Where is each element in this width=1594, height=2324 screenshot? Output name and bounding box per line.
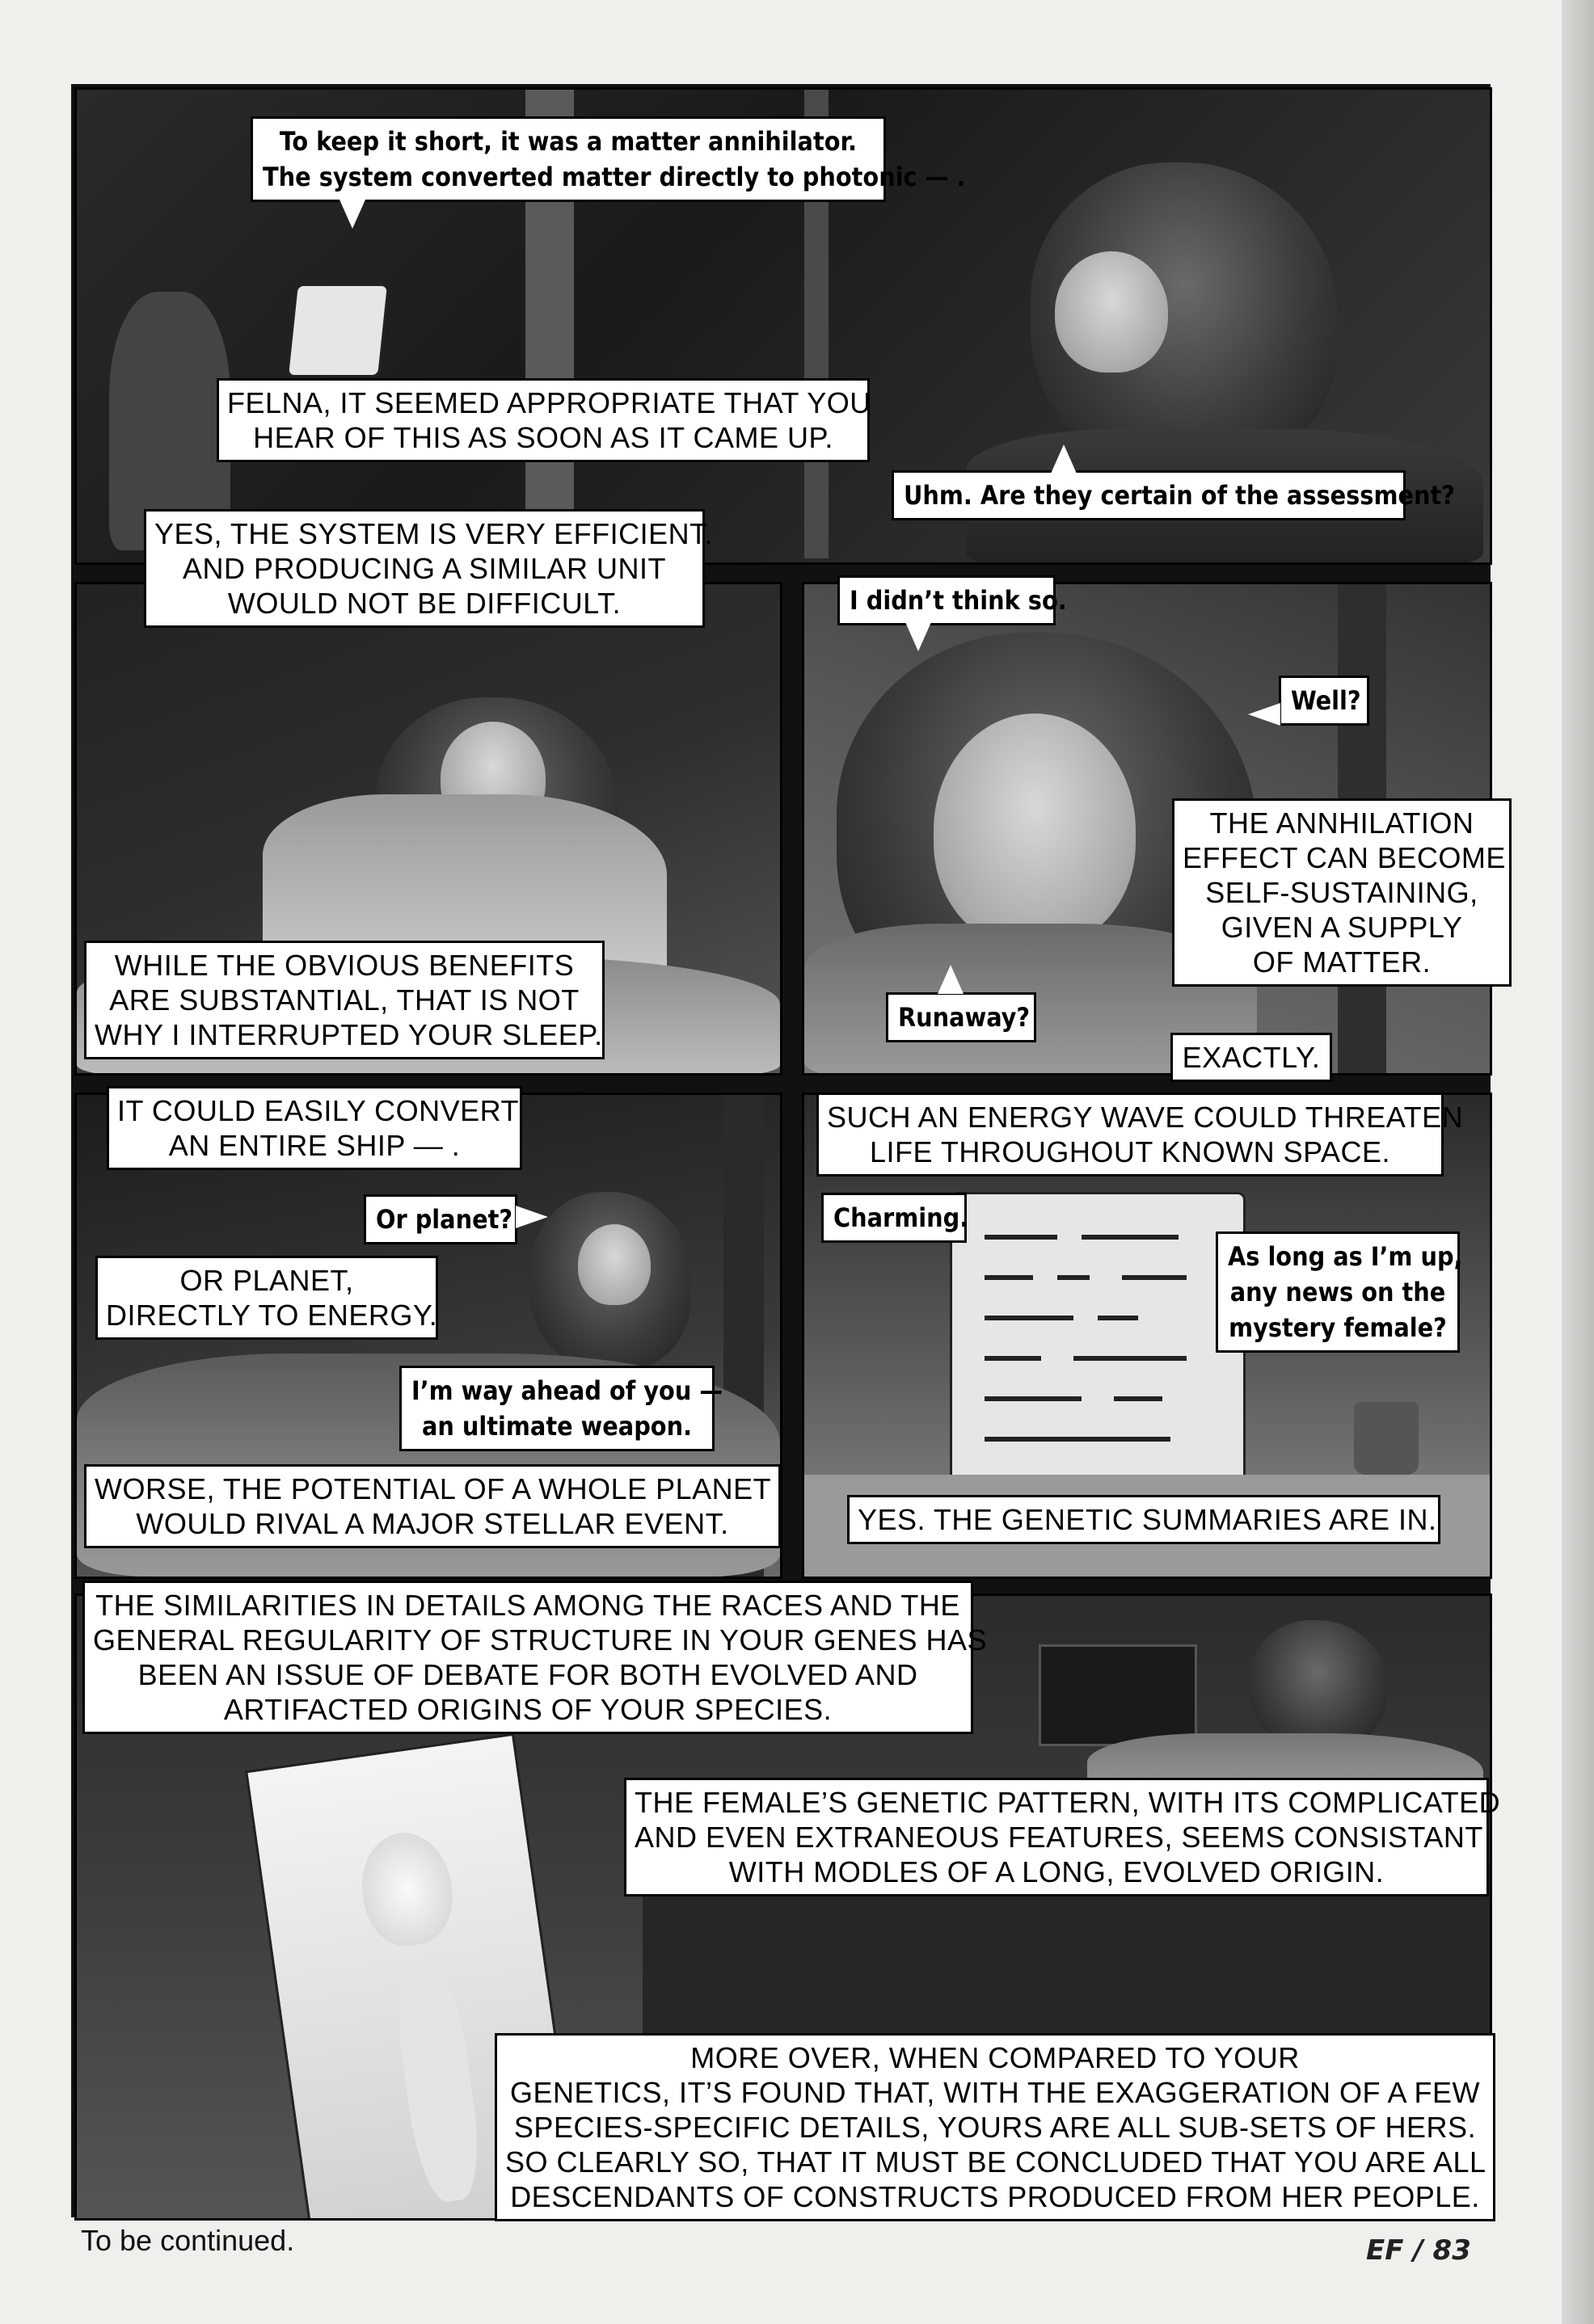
caption-worse-potential: WORSE, THE POTENTIAL OF A WHOLE PLANET WOULD RIVAL A MAJOR STELLAR EVENT. [84, 1464, 781, 1548]
to-be-continued: To be continued. [81, 2224, 295, 2257]
speech-bubble-or-planet: Or planet? [364, 1194, 517, 1244]
caption-similarities: THE SIMILARITIES IN DETAILS AMONG THE RACES AND THE GENERAL REGULARITY OF STRUCTURE IN YOUR GENES HAS BEEN AN ISSUE OF DEBATE FOR BOTH EVOLVED AND ARTIFACTED ORIGINS OF YOUR SPECIES. [82, 1581, 973, 1734]
felna-face-art [934, 714, 1136, 948]
bubble-tail [938, 965, 964, 994]
speech-bubble-ultimate-weapon: I’m way ahead of you — an ultimate weapon. [399, 1366, 715, 1451]
caption-or-planet: OR PLANET, DIRECTLY TO ENERGY. [95, 1256, 438, 1340]
caption-annhilation-effect: THE ANNHILATION EFFECT CAN BECOME SELF-SUSTAINING, GIVEN A SUPPLY OF MATTER. [1172, 798, 1512, 987]
speech-bubble-assessment: Uhm. Are they certain of the assessment? [892, 470, 1406, 520]
bubble-tail [905, 622, 931, 651]
bubble-tail [516, 1206, 548, 1228]
caption-energy-wave: SUCH AN ENERGY WAVE COULD THREATEN LIFE THROUGHOUT KNOWN SPACE. [816, 1093, 1444, 1177]
bubble-tail [1248, 703, 1280, 726]
felna-hair-art [1249, 1620, 1386, 1749]
caption-convert-ship: IT COULD EASILY CONVERT AN ENTIRE SHIP — . [107, 1086, 522, 1170]
laptop-art [286, 284, 390, 377]
felna-face-art [1055, 251, 1168, 373]
speech-bubble-runaway: Runaway? [886, 992, 1036, 1042]
caption-exactly: EXACTLY. [1170, 1033, 1332, 1082]
speech-bubble-annihilator: To keep it short, it was a matter annihilator. The system converted matter directly to photonic — . [251, 116, 886, 202]
caption-genetic-summaries: YES. THE GENETIC SUMMARIES ARE IN. [847, 1495, 1440, 1544]
caption-female-genetic-pattern: THE FEMALE’S GENETIC PATTERN, WITH ITS COMPLICATED AND EVEN EXTRANEOUS FEATURES, SEEMS CONSISTANT WITH MODLES OF A LONG, EVOLVED ORIGIN. [624, 1778, 1489, 1897]
page-number: EF / 83 [1366, 2234, 1471, 2267]
caption-system-efficient: YES, THE SYSTEM IS VERY EFFICIENT. AND PRODUCING A SIMILAR UNIT WOULD NOT BE DIFFICULT. [144, 509, 705, 628]
window-art [1039, 1644, 1197, 1746]
bubble-tail [339, 200, 365, 229]
caption-obvious-benefits: WHILE THE OBVIOUS BENEFITS ARE SUBSTANTIAL, THAT IS NOT WHY I INTERRUPTED YOUR SLEEP. [84, 941, 605, 1059]
felna-face-art [578, 1224, 651, 1305]
speech-bubble-didnt-think: I didn’t think so. [837, 575, 1056, 625]
speech-bubble-mystery-female: As long as I’m up, any news on the mystery female? [1216, 1231, 1460, 1353]
mug-art [1354, 1402, 1419, 1475]
caption-descendants-of-constructs: MORE OVER, WHEN COMPARED TO YOUR GENETICS, IT’S FOUND THAT, WITH THE EXAGGERATION OF A FEW SPECIES-SPECIFIC DETAILS, YOURS ARE ALL SUB-SETS OF HERS. SO CLEARLY SO, THAT IT MUST BE CONCLUDED THAT YOU ARE ALL DESCENDANTS OF CONSTRUCTS PRODUCED FROM HER PEOPLE. [495, 2033, 1495, 2221]
caption-felna-appropriate: FELNA, IT SEEMED APPROPRIATE THAT YOU HEAR OF THIS AS SOON AS IT CAME UP. [217, 378, 870, 462]
speech-bubble-charming: Charming. [821, 1193, 967, 1243]
speech-bubble-well: Well? [1279, 676, 1369, 726]
bubble-tail [1051, 444, 1077, 474]
page-edge [1562, 0, 1594, 2324]
